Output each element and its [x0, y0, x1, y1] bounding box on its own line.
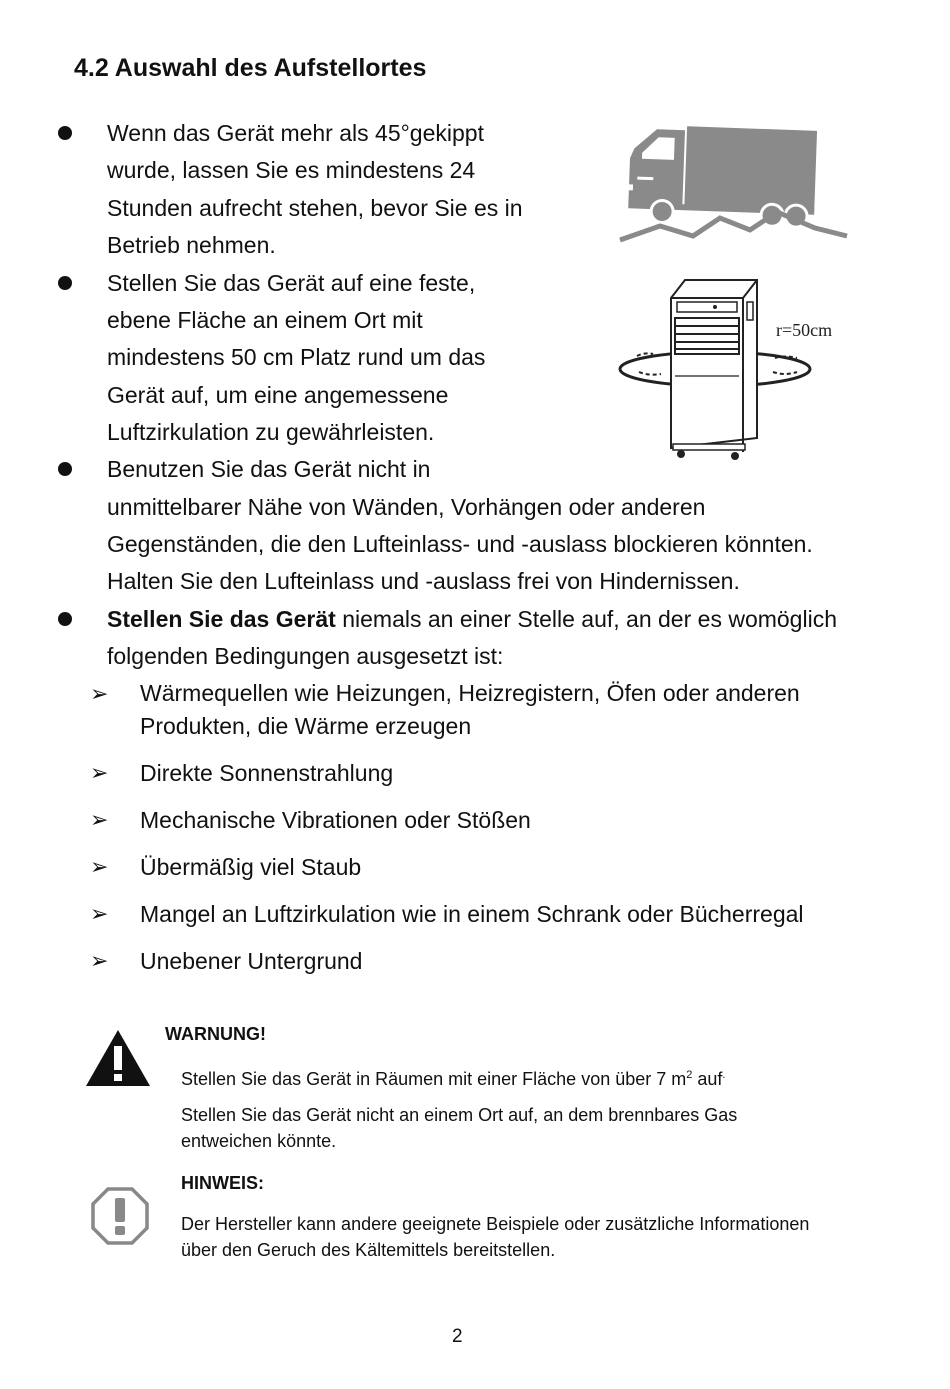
condition-item-1b: Produkten, die Wärme erzeugen: [140, 713, 472, 739]
bullet-3-line-2: unmittelbarer Nähe von Wänden, Vorhängen oder anderen: [107, 494, 706, 520]
condition-item-3: Mechanische Vibrationen oder Stößen: [140, 807, 531, 833]
condition-item-2: Direkte Sonnenstrahlung: [140, 760, 394, 786]
bullet-1-line-2: wurde, lassen Sie es mindestens 24: [107, 157, 476, 183]
bullet-dot: [58, 612, 72, 626]
warning-line-1-end: auf: [692, 1069, 723, 1089]
bullet-4-line-1: [107, 604, 837, 634]
tilted-truck-icon: [615, 118, 850, 248]
bullet-dot: [58, 276, 72, 290]
bullet-2-line-5: Luftzirkulation zu gewährleisten.: [107, 419, 435, 445]
bullet-2-line-3: mindestens 50 cm Platz rund um das: [107, 344, 486, 370]
warning-line-1-trail: .: [722, 1069, 726, 1081]
arrow-bullet-icon: ➢: [90, 760, 109, 785]
arrow-bullet-icon: ➢: [90, 901, 109, 926]
bullet-4-line-2: folgenden Bedingungen ausgesetzt ist:: [107, 643, 504, 669]
note-title: HINWEIS:: [181, 1173, 264, 1193]
warning-line-2a: Stellen Sie das Gerät nicht an einem Ort auf, an dem brennbares Gas: [181, 1105, 738, 1125]
bullet-1-line-1: Wenn das Gerät mehr als 45°gekippt: [107, 120, 484, 146]
bullet-2-line-2: ebene Fläche an einem Ort mit: [107, 307, 423, 333]
arrow-bullet-icon: ➢: [90, 807, 109, 832]
condition-item-1a: Wärmequellen wie Heizungen, Heizregistern, Öfen oder anderen: [140, 680, 800, 706]
bullet-1-line-4: Betrieb nehmen.: [107, 232, 276, 258]
bullet-4-bold-lead: Stellen Sie das Gerät: [107, 606, 336, 632]
bullet-2-line-4: Gerät auf, um eine angemessene: [107, 382, 449, 408]
warning-line-2b: entweichen könnte.: [181, 1131, 337, 1151]
clearance-radius-label: r=50cm: [776, 320, 833, 340]
arrow-bullet-icon: ➢: [90, 681, 109, 706]
arrow-bullet-icon: ➢: [90, 948, 109, 973]
section-heading: 4.2 Auswahl des Aufstellortes: [74, 54, 427, 82]
bullet-3-line-3: Gegenständen, die den Lufteinlass- und -auslass blockieren könnten.: [107, 531, 813, 557]
warning-title: WARNUNG!: [165, 1024, 266, 1044]
bullet-3-line-4: Halten Sie den Lufteinlass und -auslass frei von Hindernissen.: [107, 568, 740, 594]
warning-line-1-sup: 2: [686, 1069, 693, 1081]
warning-line-1: [181, 1062, 725, 1092]
bullet-dot: [58, 126, 72, 140]
bullet-4-lead-rest: niemals an einer Stelle auf, an der es womöglich: [335, 606, 837, 632]
bullet-1-line-3: Stunden aufrecht stehen, bevor Sie es in: [107, 195, 523, 221]
air-conditioner-clearance-icon: [615, 276, 845, 461]
warning-line-1-text: Stellen Sie das Gerät in Räumen mit einer Fläche von über 7 m: [181, 1069, 687, 1089]
warning-triangle-icon: [84, 1028, 152, 1088]
note-line-1: Der Hersteller kann andere geeignete Beispiele oder zusätzliche Informationen: [181, 1214, 810, 1234]
condition-item-4: Übermäßig viel Staub: [140, 854, 362, 880]
notice-octagon-icon: [90, 1186, 150, 1246]
note-line-2: über den Geruch des Kältemittels bereitstellen.: [181, 1240, 556, 1260]
bullet-dot: [58, 462, 72, 476]
page-number: 2: [452, 1326, 463, 1347]
bullet-2-line-1: Stellen Sie das Gerät auf eine feste,: [107, 270, 476, 296]
arrow-bullet-icon: ➢: [90, 854, 109, 879]
condition-item-6: Unebener Untergrund: [140, 948, 363, 974]
bullet-3-line-1: Benutzen Sie das Gerät nicht in: [107, 456, 431, 482]
condition-item-5: Mangel an Luftzirkulation wie in einem Schrank oder Bücherregal: [140, 901, 804, 927]
